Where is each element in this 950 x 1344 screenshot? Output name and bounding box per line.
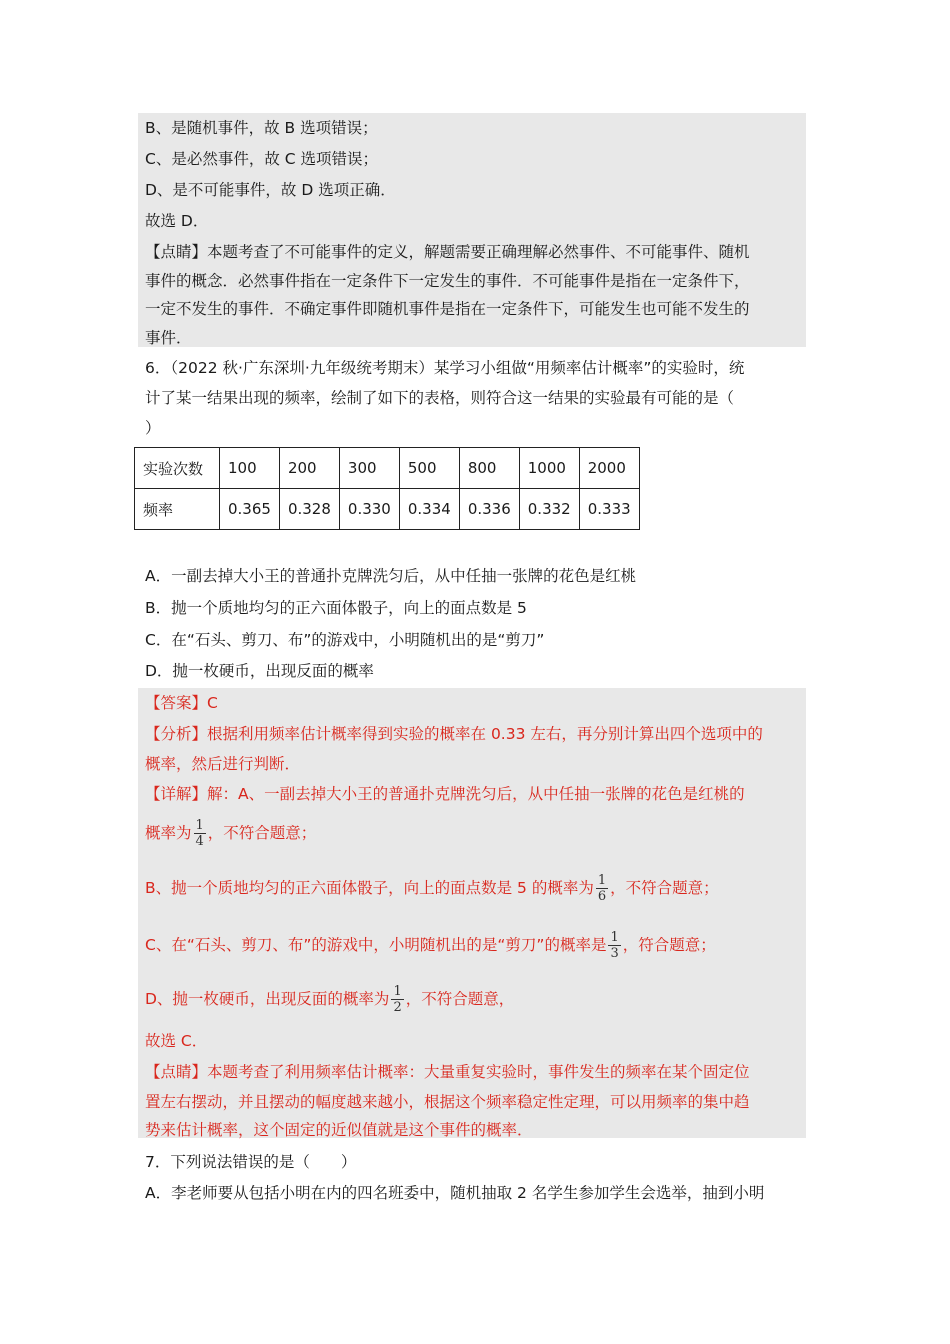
table-cell: 500 (399, 448, 459, 489)
prev-comment-tag: 【点睛】 (145, 243, 208, 261)
detail-text: 解：A、一副去掉大小王的普通扑克牌洗匀后，从中任抽一张牌的花色是红桃的 (207, 785, 745, 803)
detail-c-prefix: C、在“石头、剪刀、布”的游戏中，小明随机出的是“剪刀”的概率是 (145, 936, 607, 954)
fraction-one-half (391, 984, 403, 1015)
prev-comment-line-4: 事件． (145, 329, 192, 347)
answer-value: C (207, 694, 218, 712)
table-cell: 1000 (519, 448, 579, 489)
prev-option-d-analysis: D、是不可能事件，故 D 选项正确． (145, 181, 396, 199)
fraction-denominator: 3 (610, 946, 619, 961)
table-row (135, 489, 640, 530)
detail-d-prefix: D、抛一枚硬币，出现反面的概率为 (145, 990, 390, 1008)
table-cell: 0.332 (519, 489, 579, 530)
detail-b-suffix: ，不符合题意； (610, 879, 719, 897)
q6-option-c: C．在“石头、剪刀、布”的游戏中，小明随机出的是“剪刀” (145, 631, 545, 649)
fraction-numerator: 1 (393, 984, 402, 999)
prev-comment-line-1 (145, 242, 750, 262)
q6-detail-d (145, 984, 514, 1015)
q6-conclusion: 故选 C． (145, 1032, 208, 1050)
fraction-one-quarter (194, 818, 206, 849)
table-cell: 2000 (579, 448, 639, 489)
q6-option-a: A．一副去掉大小王的普通扑克牌洗匀后，从中任抽一张牌的花色是红桃 (145, 567, 637, 585)
fraction-numerator: 1 (610, 930, 619, 945)
q6-analysis-line-2: 概率，然后进行判断． (145, 755, 301, 773)
table-cell: 800 (459, 448, 519, 489)
table-cell: 0.336 (459, 489, 519, 530)
prev-comment-line-2: 事件的概念．必然事件指在一定条件下一定发生的事件．不可能事件是指在一定条件下， (145, 272, 750, 290)
q6-detail-c (145, 930, 716, 961)
prev-option-c-analysis: C、是必然事件，故 C 选项错误； (145, 150, 379, 168)
q6-stem-line-3: ） (145, 419, 161, 437)
q6-answer (145, 693, 218, 713)
prev-option-b-analysis: B、是随机事件，故 B 选项错误； (145, 119, 378, 137)
q6-comment-line-3: 势来估计概率，这个固定的近似值就是这个事件的概率． (145, 1121, 533, 1139)
table-header-frequency: 频率 (135, 489, 220, 530)
table-row (135, 448, 640, 489)
prev-conclusion: 故选 D． (145, 212, 209, 230)
table-cell: 0.328 (279, 489, 339, 530)
q6-detail-line-1 (145, 784, 745, 804)
q6-option-b: B．抛一个质地均匀的正六面体骰子，向上的面点数是 5 (145, 599, 527, 617)
q6-analysis-line-1 (145, 724, 763, 744)
table-cell: 0.365 (220, 489, 280, 530)
table-cell: 300 (339, 448, 399, 489)
fraction-denominator: 2 (393, 1000, 402, 1015)
frequency-table (134, 447, 640, 530)
detail-a-prefix: 概率为 (145, 824, 192, 842)
q6-stem-line-2: 计了某一结果出现的频率，绘制了如下的表格，则符合这一结果的实验最有可能的是（ (145, 389, 735, 407)
answer-tag: 【答案】 (145, 694, 208, 712)
detail-a-suffix: ，不符合题意； (207, 824, 317, 842)
fraction-denominator: 4 (195, 834, 204, 849)
table-cell: 0.330 (339, 489, 399, 530)
table-cell: 0.333 (579, 489, 639, 530)
table-cell: 200 (279, 448, 339, 489)
fraction-one-sixth (596, 873, 608, 904)
fraction-denominator: 6 (597, 889, 607, 904)
fraction-numerator: 1 (195, 818, 204, 833)
detail-b-prefix: B、抛一个质地均匀的正六面体骰子，向上的面点数是 5 的概率为 (145, 879, 594, 897)
table-cell: 100 (220, 448, 280, 489)
q6-comment-line-2: 置左右摆动，并且摆动的幅度越来越小，根据这个频率稳定性定理，可以用频率的集中趋 (145, 1093, 750, 1111)
comment-text: 本题考查了利用频率估计概率：大量重复实验时，事件发生的频率在某个固定位 (207, 1063, 750, 1081)
fraction-one-third (608, 930, 620, 961)
fraction-numerator: 1 (597, 873, 607, 888)
q6-detail-a-prob (145, 818, 316, 849)
prev-comment-text: 本题考查了不可能事件的定义，解题需要正确理解必然事件、不可能事件、随机 (207, 243, 750, 261)
analysis-tag: 【分析】 (145, 725, 208, 743)
q6-stem-line-1: 6．（2022 秋·广东深圳·九年级统考期末）某学习小组做“用频率估计概率”的实验时，统 (145, 359, 745, 377)
detail-d-suffix: ，不符合题意， (405, 990, 515, 1008)
comment-tag: 【点睛】 (145, 1063, 208, 1081)
analysis-text: 根据利用频率估计概率得到实验的概率在 0.33 左右，再分别计算出四个选项中的 (207, 725, 763, 743)
table-cell: 0.334 (399, 489, 459, 530)
prev-comment-line-3: 一定不发生的事件．不确定事件即随机事件是指在一定条件下，可能发生也可能不发生的 (145, 300, 750, 318)
q6-detail-b (145, 873, 719, 904)
q6-option-d: D．抛一枚硬币，出现反面的概率 (145, 662, 374, 680)
detail-c-suffix: ，符合题意； (622, 936, 716, 954)
q7-stem: 7．下列说法错误的是（ ） (145, 1153, 357, 1171)
detail-tag: 【详解】 (145, 785, 208, 803)
q7-option-a: A．李老师要从包括小明在内的四名班委中，随机抽取 2 名学生参加学生会选举，抽到小明 (145, 1184, 765, 1202)
table-header-trials: 实验次数 (135, 448, 220, 489)
q6-comment-line-1 (145, 1062, 750, 1082)
